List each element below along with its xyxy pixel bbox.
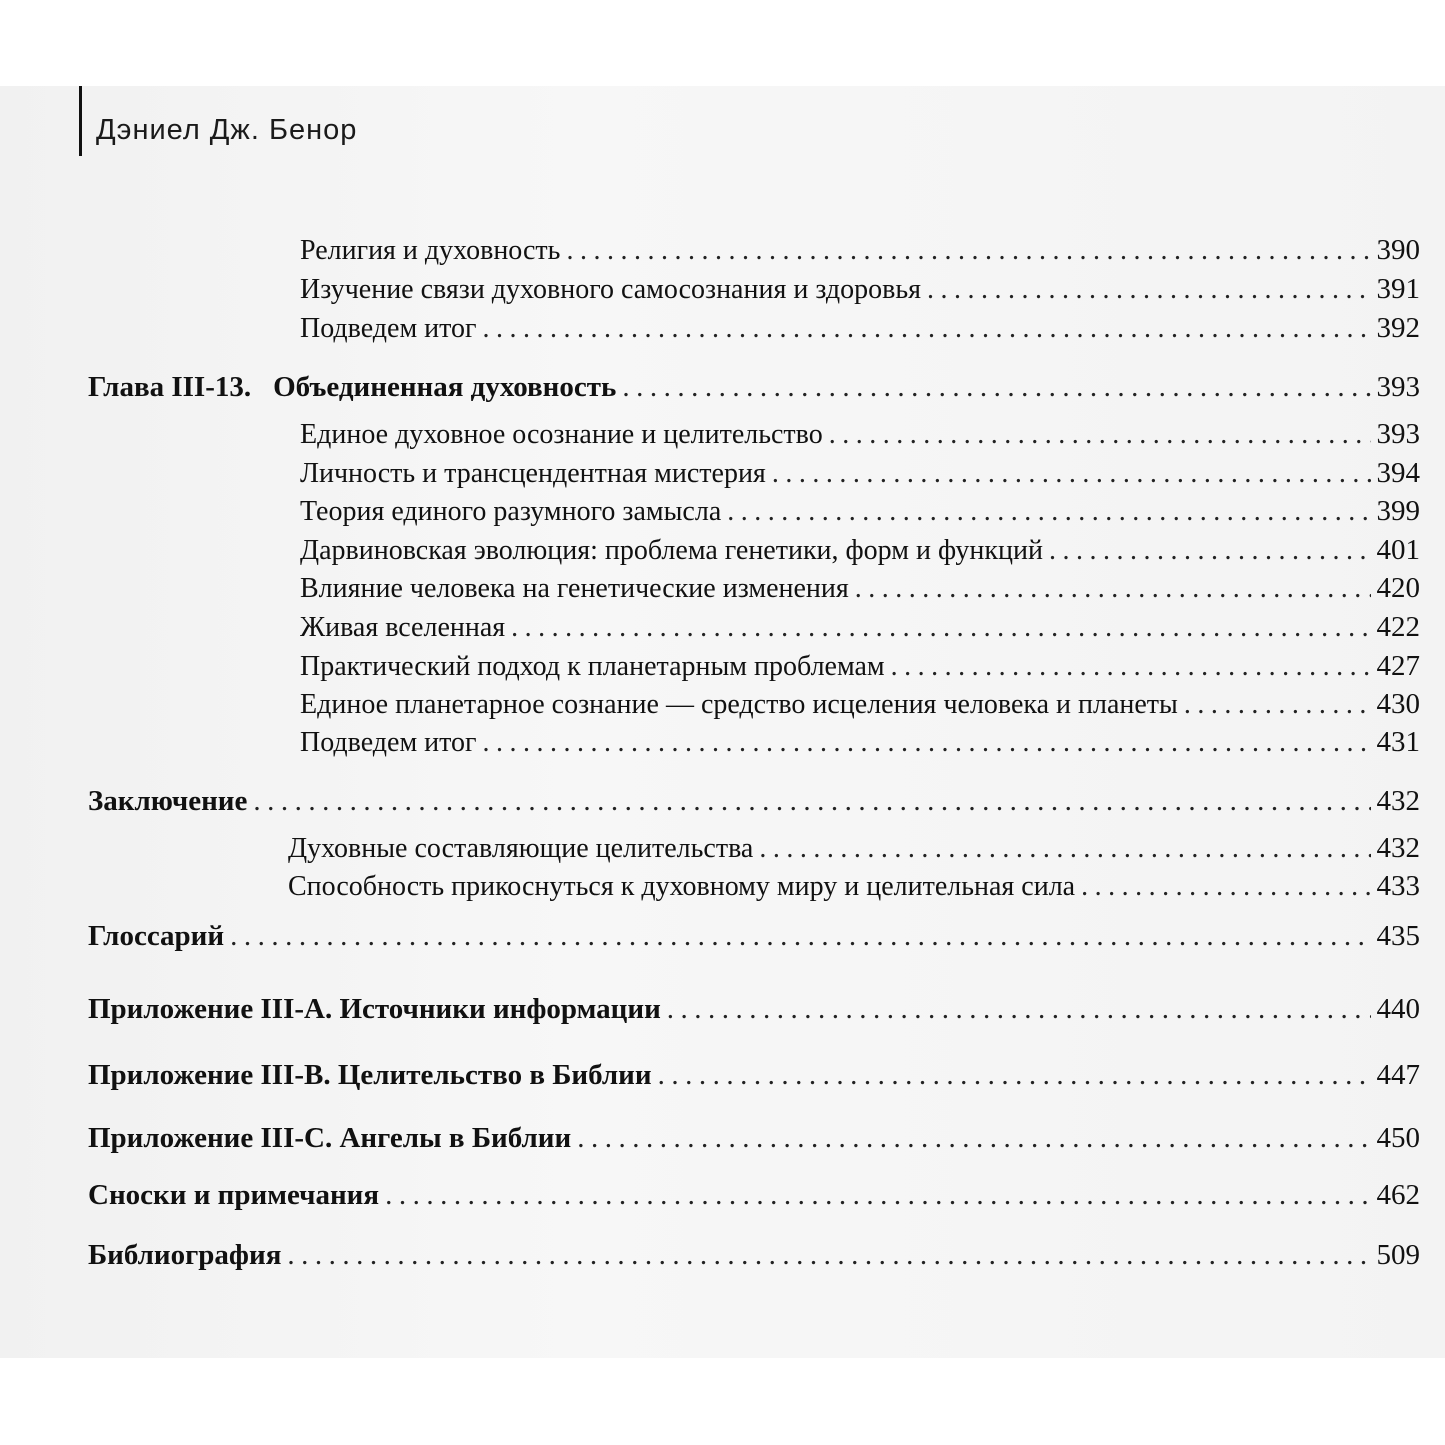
toc-leader-dots	[891, 649, 1371, 685]
toc-entry-title: Единое планетарное сознание — средство исцеления человека и планеты	[300, 689, 1178, 720]
toc-entry-page: 422	[1376, 611, 1420, 643]
toc-entry-title: Объединенная духовность	[273, 371, 617, 403]
toc-leader-dots	[230, 918, 1370, 954]
toc-entry-title: Глоссарий	[88, 920, 225, 952]
toc-entry-title: Заключение	[88, 785, 248, 817]
toc-chapter-number: Глава III-13.	[88, 371, 252, 403]
toc-section-entry[interactable]	[88, 991, 1420, 1027]
toc-entry-page: 440	[1376, 993, 1420, 1025]
toc-entry-title: Приложение III-B. Целительство в Библии	[88, 1059, 652, 1091]
toc-entry-page: 435	[1376, 920, 1420, 952]
toc-entry-title: Подведем итог	[300, 727, 477, 758]
toc-leader-dots	[287, 1237, 1370, 1273]
toc-section-entry[interactable]	[88, 1057, 1420, 1093]
toc-entry-page: 392	[1376, 312, 1420, 344]
toc-entry-title: Дарвиновская эволюция: проблема генетики, форм и функций	[300, 535, 1043, 566]
toc-entry[interactable]	[288, 868, 1420, 905]
toc-entry-page: 433	[1376, 870, 1420, 902]
toc-entry-title: Подведем итог	[300, 313, 477, 344]
toc-leader-dots	[622, 369, 1370, 405]
toc-entry-page: 394	[1376, 457, 1420, 489]
toc-entry[interactable]	[300, 455, 1420, 492]
toc-entry-page: 420	[1376, 572, 1420, 604]
toc-entry[interactable]	[300, 609, 1420, 646]
toc-entry[interactable]	[300, 232, 1420, 269]
toc-section-entry[interactable]	[88, 1120, 1420, 1156]
toc-entry-page: 450	[1376, 1122, 1420, 1154]
toc-leader-dots	[727, 494, 1370, 530]
toc-entry[interactable]	[300, 416, 1420, 453]
toc-chapter-entry[interactable]	[88, 369, 1420, 405]
toc-section-entry[interactable]	[88, 918, 1420, 954]
toc-entry[interactable]	[300, 532, 1420, 569]
toc-leader-dots	[566, 233, 1370, 269]
toc-leader-dots	[759, 831, 1370, 867]
toc-entry-page: 432	[1376, 785, 1420, 817]
toc-entry[interactable]	[300, 570, 1420, 607]
toc-entry-title: Приложение III-C. Ангелы в Библии	[88, 1122, 572, 1154]
toc-leader-dots	[667, 991, 1371, 1027]
toc-entry-page: 390	[1376, 234, 1420, 266]
toc-entry[interactable]	[300, 648, 1420, 685]
toc-leader-dots	[483, 725, 1371, 761]
toc-entry-title: Религия и духовность	[300, 235, 561, 266]
toc-leader-dots	[577, 1120, 1370, 1156]
toc-leader-dots	[1049, 533, 1371, 569]
toc-entry-page: 399	[1376, 495, 1420, 527]
toc-leader-dots	[385, 1177, 1370, 1213]
toc-entry-title: Единое духовное осознание и целительство	[300, 419, 823, 450]
toc-entry-page: 431	[1376, 726, 1420, 758]
toc-entry-title: Духовные составляющие целительства	[288, 833, 754, 864]
toc-leader-dots	[829, 417, 1371, 453]
toc-leader-dots	[1184, 687, 1371, 723]
toc-section-entry[interactable]	[88, 783, 1420, 819]
toc-entry-title: Влияние человека на генетические изменения	[300, 573, 849, 604]
toc-entry-title: Теория единого разумного замысла	[300, 496, 722, 527]
toc-leader-dots	[927, 272, 1371, 308]
toc-leader-dots	[253, 783, 1370, 819]
toc-entry-page: 393	[1376, 418, 1420, 450]
toc-entry-page: 509	[1376, 1239, 1420, 1271]
toc-entry-page: 427	[1376, 650, 1420, 682]
toc-entry[interactable]	[300, 310, 1420, 347]
toc-entry-page: 391	[1376, 273, 1420, 305]
toc-entry-title: Приложение III-A. Источники информации	[88, 993, 661, 1025]
toc-leader-dots	[511, 610, 1370, 646]
toc-entry-page: 401	[1376, 534, 1420, 566]
toc-leader-dots	[658, 1057, 1371, 1093]
toc-entry-title: Практический подход к планетарным проблемам	[300, 651, 885, 682]
toc-entry[interactable]	[300, 493, 1420, 530]
toc-entry-page: 393	[1376, 371, 1420, 403]
toc-entry-page: 432	[1376, 832, 1420, 864]
toc-entry[interactable]	[288, 830, 1420, 867]
toc-section-entry[interactable]	[88, 1237, 1420, 1273]
toc-leader-dots	[855, 571, 1371, 607]
toc-entry-title: Личность и трансцендентная мистерия	[300, 458, 766, 489]
toc-entry-title: Сноски и примечания	[88, 1179, 380, 1211]
toc-entry-page: 462	[1376, 1179, 1420, 1211]
toc-entry-title: Изучение связи духовного самосознания и здоровья	[300, 274, 921, 305]
toc-entry[interactable]	[300, 724, 1420, 761]
toc-entry-page: 430	[1376, 688, 1420, 720]
toc-leader-dots	[1081, 869, 1370, 905]
toc-entry-title: Библиография	[88, 1239, 282, 1271]
toc-entry[interactable]	[300, 686, 1420, 723]
toc-entry[interactable]	[300, 271, 1420, 308]
toc-section-entry[interactable]	[88, 1177, 1420, 1213]
toc-entry-title: Способность прикоснуться к духовному миру и целительная сила	[288, 871, 1076, 902]
toc-entry-page: 447	[1376, 1059, 1420, 1091]
toc-entry-title: Живая вселенная	[300, 612, 506, 643]
toc-leader-dots	[772, 456, 1371, 492]
toc-leader-dots	[483, 311, 1371, 347]
running-head-author: Дэниел Дж. Бенор	[96, 114, 358, 146]
